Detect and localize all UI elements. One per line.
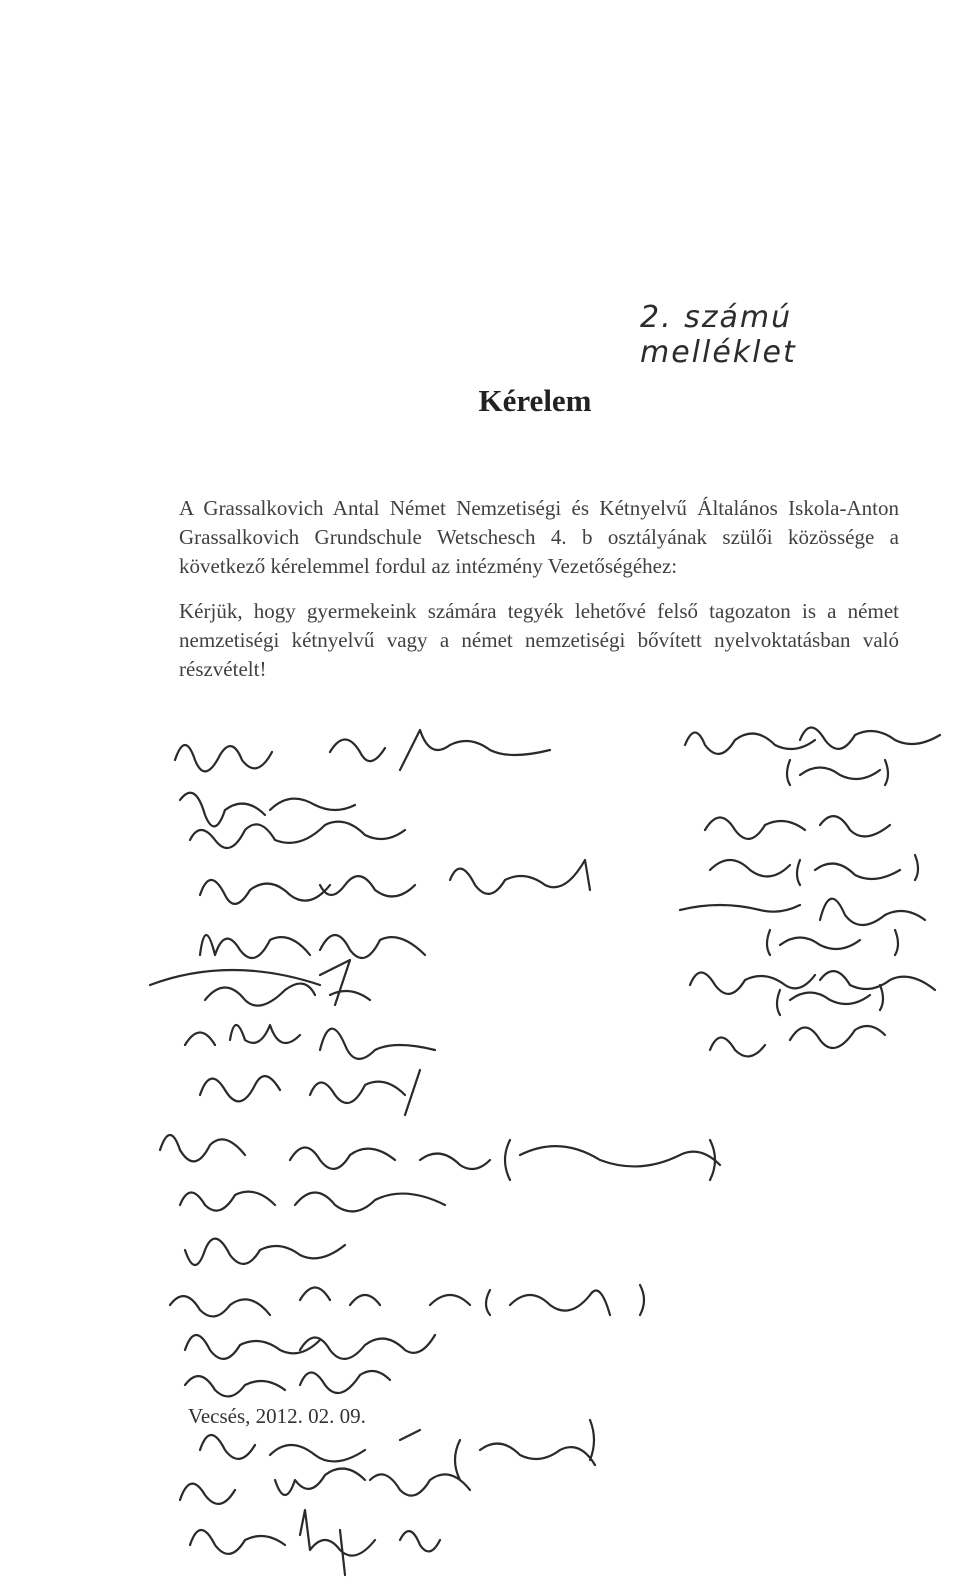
- signature-1: [175, 730, 550, 771]
- signature-r5: [710, 1026, 885, 1056]
- signature-r1: [685, 728, 940, 786]
- signature-3: [190, 822, 405, 848]
- signature-9: [160, 1135, 720, 1180]
- signature-r3: [680, 899, 925, 955]
- signature-11: [185, 1239, 345, 1265]
- signature-14: [185, 1371, 390, 1396]
- request-intro-paragraph: A Grassalkovich Antal Német Nemzetiségi és Kétnyelvű Általános Iskola-Anton Grassalkovich Grundschule Wetschesch 4. b osztályának szülői közössége a következő kérelemmel fordul az intézmény Vezetőségéhez:: [179, 496, 899, 578]
- signature-17: [190, 1510, 440, 1575]
- signature-12: [170, 1285, 644, 1316]
- signature-13: [185, 1335, 435, 1359]
- signing-date: Vecsés, 2012. 02. 09.: [188, 1404, 366, 1428]
- document-title: Kérelem: [478, 383, 592, 418]
- signature-15: [200, 1420, 595, 1480]
- signature-6: [150, 960, 370, 1006]
- signature-10: [180, 1192, 445, 1212]
- annex-note-handwritten: 2. számú melléklet: [640, 300, 797, 370]
- signature-4: [200, 860, 590, 904]
- signature-2: [180, 793, 355, 827]
- request-body-paragraph: Kérjük, hogy gyermekeink számára tegyék lehetővé felső tagozaton is a német nemzetiségi kétnyelvű vagy a német nemzetiségi bővített nyelvoktatásban való részvételt!: [179, 599, 899, 681]
- signature-r4: [690, 971, 935, 1015]
- signature-16: [180, 1469, 470, 1504]
- signature-r2: [705, 816, 918, 885]
- signature-5: [200, 935, 425, 958]
- signature-8: [200, 1070, 420, 1115]
- signature-7: [185, 1025, 435, 1059]
